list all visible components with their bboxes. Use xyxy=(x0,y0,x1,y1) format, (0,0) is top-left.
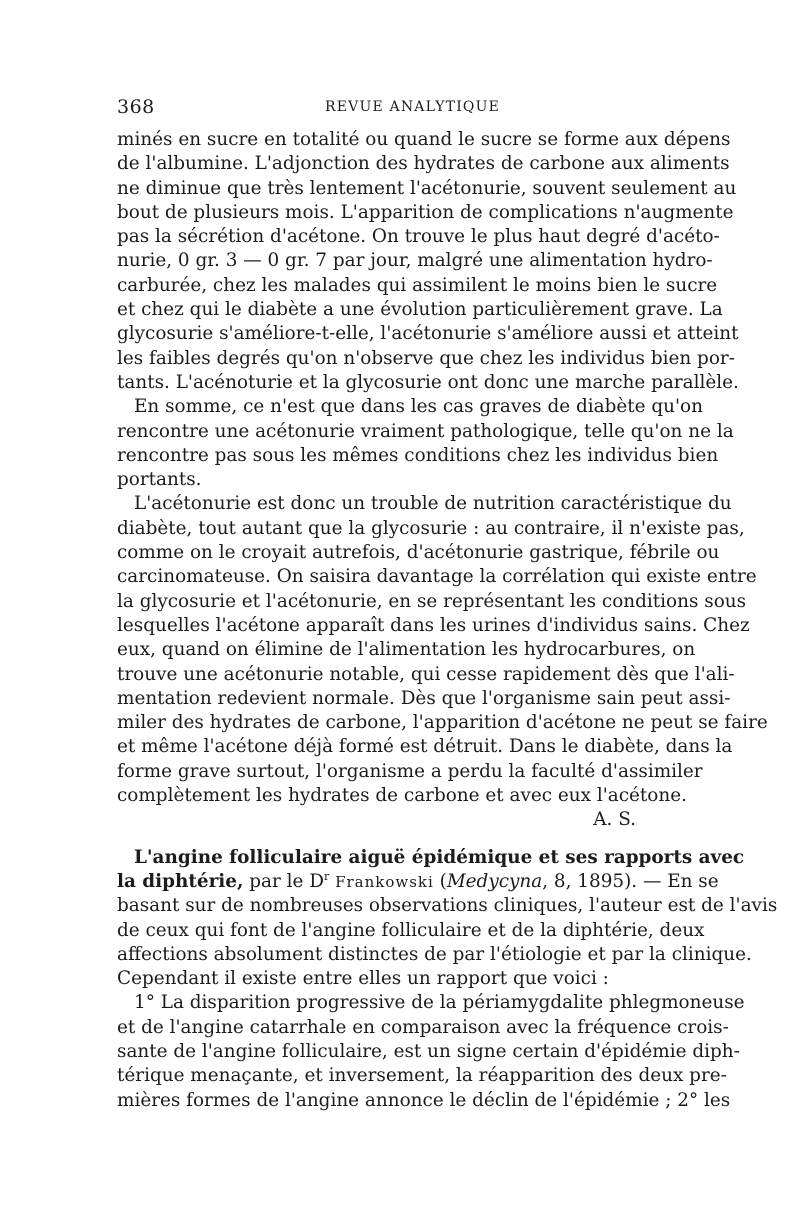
article-frankowski xyxy=(117,846,778,1113)
running-head: REVUE ANALYTIQUE xyxy=(325,99,501,115)
text-line: diabète, tout autant que la glycosurie : au contraire, il n'existe pas, xyxy=(117,517,745,539)
text-line: rencontre une acétonurie vraiment pathologique, telle qu'on ne la xyxy=(117,420,734,442)
article-title: L'angine folliculaire aiguë épidémique et ses rapports avec xyxy=(134,846,745,868)
citation-rest: , 8, 1895). — En se xyxy=(542,870,719,892)
page-header xyxy=(117,96,687,122)
text-line: lesquelles l'acétone apparaît dans les urines d'individus sains. Chez xyxy=(117,614,750,636)
page-body xyxy=(117,128,778,1113)
text-line: térique menaçante, et inversement, la réapparition des deux pre- xyxy=(117,1065,727,1087)
text-line: portants. xyxy=(117,469,202,491)
paragraph-3 xyxy=(117,492,768,808)
text-line: nurie, 0 gr. 3 — 0 gr. 7 par jour, malgré une alimentation hydro- xyxy=(117,250,713,272)
text-line: pas la sécrétion d'acétone. On trouve le plus haut degré d'acéto- xyxy=(117,226,720,248)
text-line: forme grave surtout, l'organisme a perdu la faculté d'assimiler xyxy=(117,760,703,782)
article-title-end: la diphtérie, xyxy=(117,870,244,892)
text-line: de ceux qui font de l'angine folliculaire et de la diphtérie, deux xyxy=(117,919,705,941)
text-line: complètement les hydrates de carbone et avec eux l'acétone. xyxy=(117,785,687,807)
text-line: sante de l'angine folliculaire, est un signe certain d'épidémie diph- xyxy=(117,1040,740,1062)
author-signature: A. S. xyxy=(593,809,636,831)
text-line: basant sur de nombreuses observations cliniques, l'auteur est de l'avis xyxy=(117,895,778,917)
text-line: affections absolument distinctes de par l'étiologie et par la clinique. xyxy=(117,943,752,965)
text-line: et chez qui le diabète a une évolution particulièrement grave. La xyxy=(117,299,723,321)
text-line: ne diminue que très lentement l'acétonurie, souvent seulement au xyxy=(117,177,737,199)
citation-open: ( xyxy=(433,870,447,892)
text-line: carburée, chez les malades qui assimilent le moins bien le sucre xyxy=(117,274,718,296)
text-line: L'acétonurie est donc un trouble de nutrition caractéristique du xyxy=(134,493,732,515)
text-line: et de l'angine catarrhale en comparaison avec la fréquence crois- xyxy=(117,1016,729,1038)
text-line: bout de plusieurs mois. L'apparition de complications n'augmente xyxy=(117,201,734,223)
author-prefix: par le D xyxy=(243,870,324,892)
page-number: 368 xyxy=(117,96,155,118)
paragraph-1 xyxy=(117,128,739,395)
text-line: la glycosurie et l'acétonurie, en se représentant les conditions sous xyxy=(117,590,747,612)
text-line: de l'albumine. L'adjonction des hydrates de carbone aux aliments xyxy=(117,153,730,175)
text-line: eux, quand on élimine de l'alimentation les hydrocarbures, on xyxy=(117,639,696,661)
text-line: carcinomateuse. On saisira davantage la corrélation qui existe entre xyxy=(117,566,757,588)
text-line: mières formes de l'angine annonce le déclin de l'épidémie ; 2° les xyxy=(117,1089,731,1111)
title-superscript: r xyxy=(323,869,330,883)
author-name: Frankowski xyxy=(335,872,434,891)
text-line: 1° La disparition progressive de la périamygdalite phlegmoneuse xyxy=(134,992,745,1014)
text-line: En somme, ce n'est que dans les cas graves de diabète qu'on xyxy=(134,396,703,418)
text-line: rencontre pas sous les mêmes conditions chez les individus bien xyxy=(117,444,719,466)
text-line: mentation redevient normale. Dès que l'organisme sain peut assi- xyxy=(117,687,731,709)
text-line: tants. L'acénoturie et la glycosurie ont donc une marche parallèle. xyxy=(117,371,739,393)
text-line: Cependant il existe entre elles un rapport que voici : xyxy=(117,968,609,990)
text-line: les faibles degrés qu'on n'observe que chez les individus bien por- xyxy=(117,347,735,369)
text-line: trouve une acétonurie notable, qui cesse rapidement dès que l'ali- xyxy=(117,663,735,685)
article-title-continuation xyxy=(117,869,719,894)
journal-name: Medycyna xyxy=(446,870,543,892)
paragraph-2 xyxy=(117,395,734,492)
text-line: glycosurie s'améliore-t-elle, l'acétonurie s'améliore aussi et atteint xyxy=(117,323,739,345)
text-line: et même l'acétone déjà formé est détruit. Dans le diabète, dans la xyxy=(117,736,733,758)
text-line: comme on le croyait autrefois, d'acétonurie gastrique, fébrile ou xyxy=(117,542,720,564)
text-line: minés en sucre en totalité ou quand le sucre se forme aux dépens xyxy=(117,129,731,150)
text-line: miler des hydrates de carbone, l'apparition d'acétone ne peut se faire xyxy=(117,712,768,734)
